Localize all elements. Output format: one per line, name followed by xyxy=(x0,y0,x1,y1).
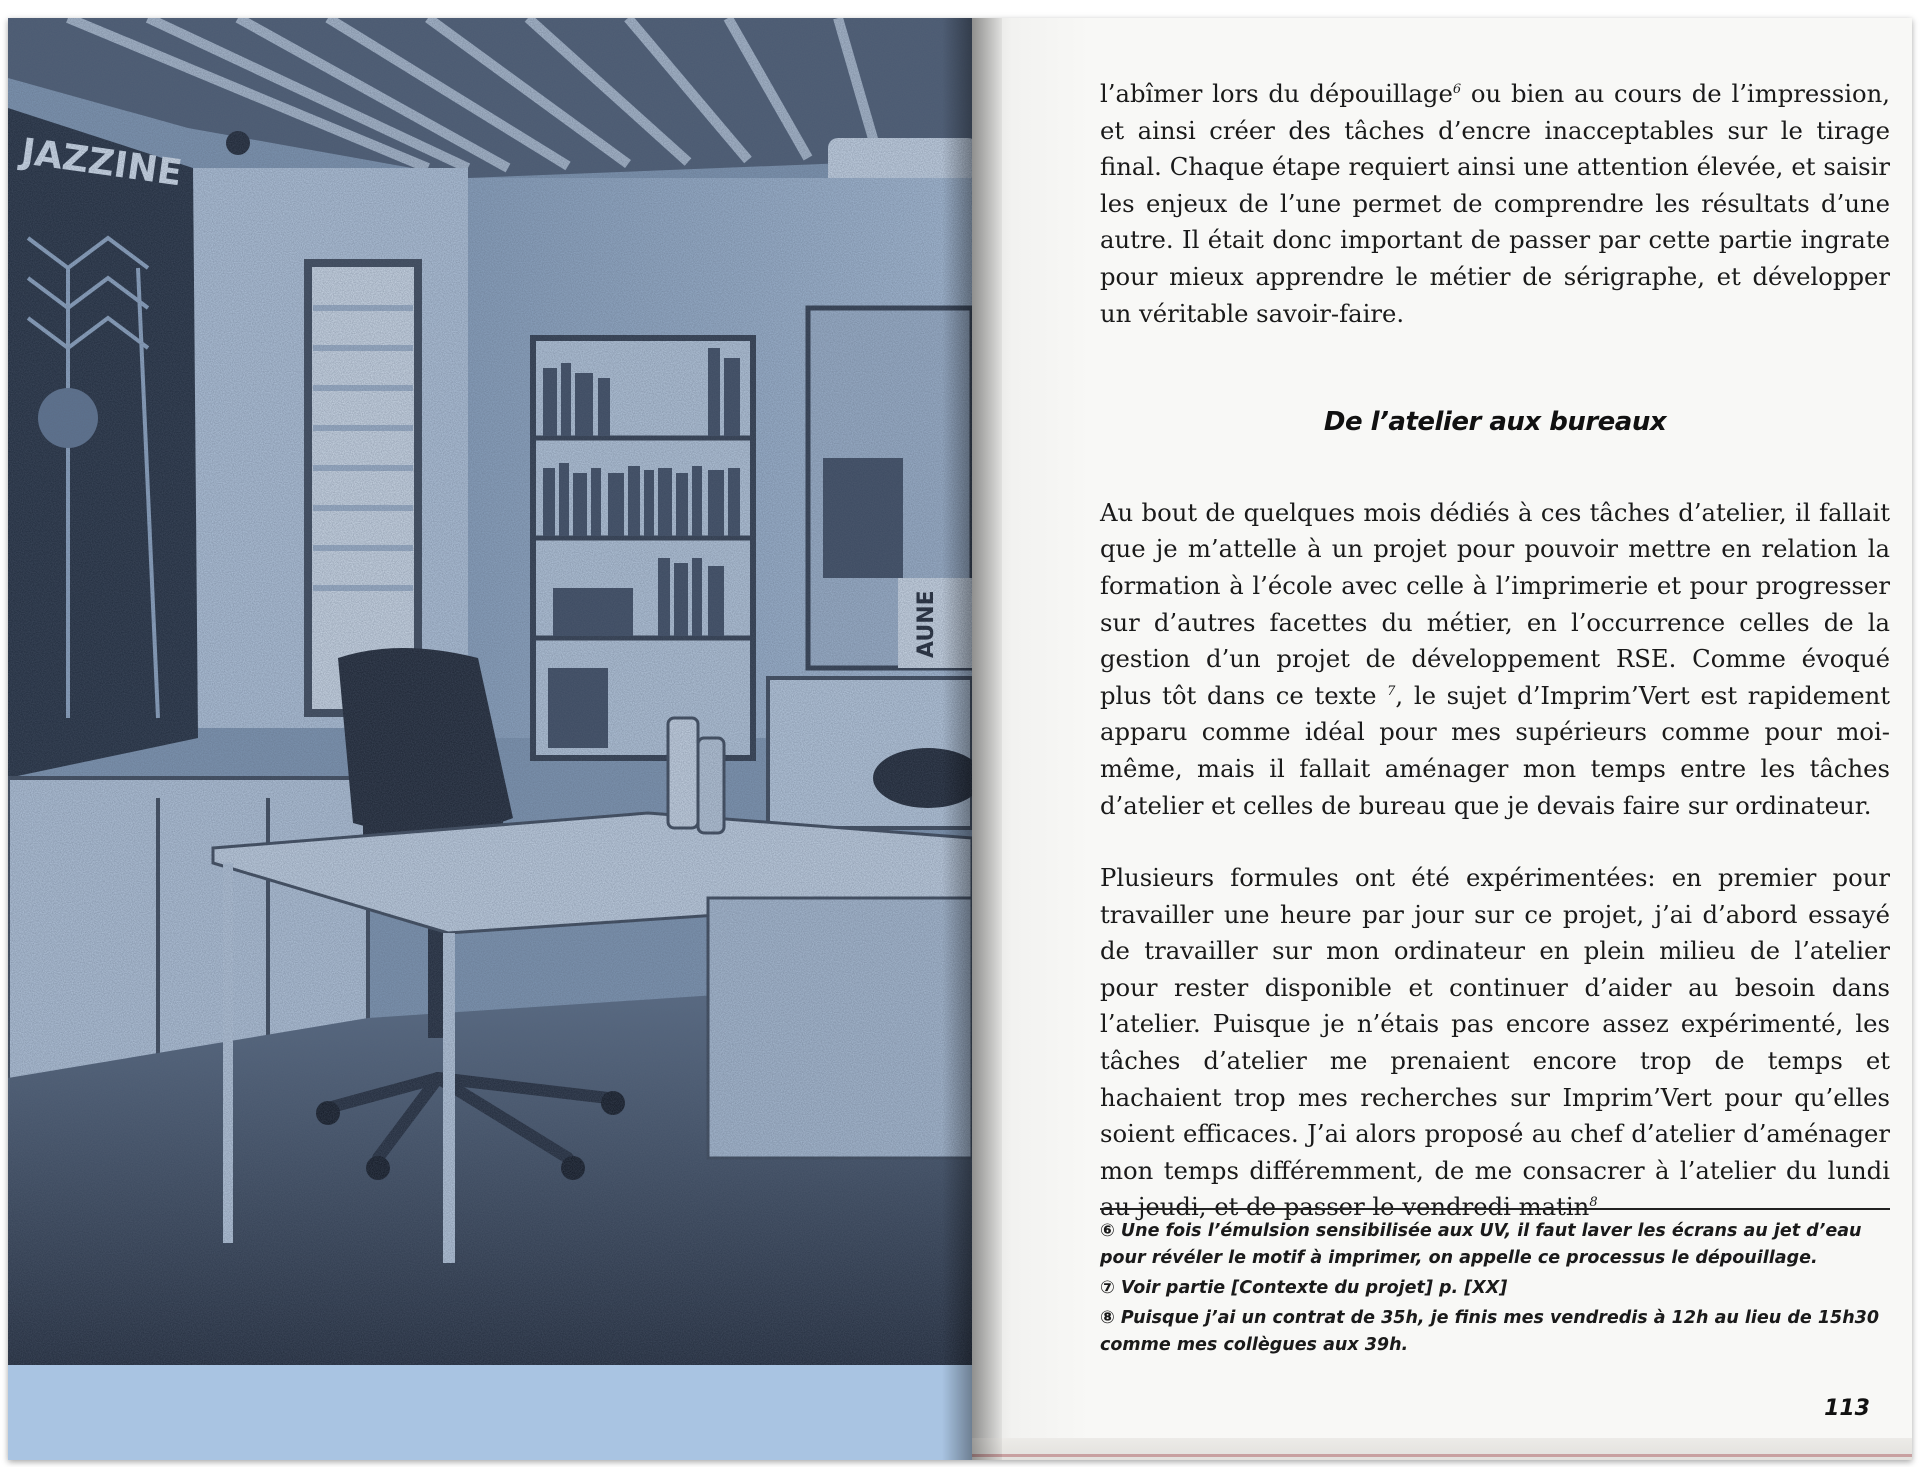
page-number: 113 xyxy=(1824,1396,1870,1421)
footnote-8: ⑧ Puisque j’ai un contrat de 35h, je finis mes vendredis à 12h au lieu de 15h30 comme mes collègues aux 39h. xyxy=(1100,1308,1880,1355)
footnote-6: ⑥ Une fois l’émulsion sensibilisée aux UV, il faut laver les écrans au jet d’eau pour révéler le motif à imprimer, on appelle ce processus le dépouillage. xyxy=(1100,1221,1862,1268)
footnote-ref-6: 6 xyxy=(1452,81,1462,97)
footnote-7: ⑦ Voir partie [Contexte du projet] p. [XX] xyxy=(1100,1278,1508,1298)
right-page xyxy=(972,18,1912,1460)
footnotes xyxy=(1100,1208,1890,1362)
paragraph-2: Au bout de quelques mois dédiés à ces tâches d’atelier, il fallait que je m’attelle à un projet pour pouvoir mettre en relation la formation à l’école avec celle à l’imprimerie et pour progresser sur d’autres facettes du métier, en l’occurrence celles de la gestion d’un projet de développement RSE. Comme évoqué plus tôt dans ce texte $^7$, le sujet d’Imprim’Vert est rapidement apparu comme idéal pour mes supérieurs comme pour moi-même, mais il fallait aménager mon temps entre les tâches d’atelier et celles de bureau que je devais faire sur ordinateur. xyxy=(1100,497,1890,820)
gutter-shadow xyxy=(942,18,1002,1460)
footnote-ref-7: 7 xyxy=(1387,683,1396,699)
office-photo xyxy=(8,18,972,1365)
section-heading: De l’atelier aux bureaux xyxy=(1323,407,1667,438)
paragraph-1: l’abîmer lors du dépouillage$^6$ ou bien au cours de l’impression, et ainsi créer des tâches d’encre inacceptables sur le tirage final. Chaque étape requiert ainsi une attention élevée, et saisir les enjeux de l’une permet de comprendre les résultats d’une autre. Il était donc important de passer par cette partie ingrate pour mieux apprendre le métier de sérigraphe, et développer un véritable savoir-faire. xyxy=(1100,79,1890,328)
paragraph-3: Plusieurs formules ont été expérimentées: en premier pour travailler une heure par jour sur ce projet, j’ai d’abord essayé de travailler sur mon ordinateur en plein milieu de l’atelier pour rester disponible et continuer d’aider au besoin dans l’atelier. Puisque je n’étais pas encore assez expérimenté, les tâches d’atelier me prenaient encore trop de temps et hachaient trop mes recherches sur Imprim’Vert pour qu’elles soient efficaces. J’ai alors proposé au chef d’atelier d’aménager mon temps différemment, de me consacrer à l’atelier du lundi au jeudi, et de passer le vendredi matin$^8$ xyxy=(1100,863,1890,1222)
page-edge-line xyxy=(972,1454,1912,1457)
book-spread xyxy=(8,18,1912,1460)
left-page xyxy=(8,18,972,1460)
body-text xyxy=(1100,76,1890,1226)
footnote-ref-8: 8 xyxy=(1589,1195,1598,1211)
